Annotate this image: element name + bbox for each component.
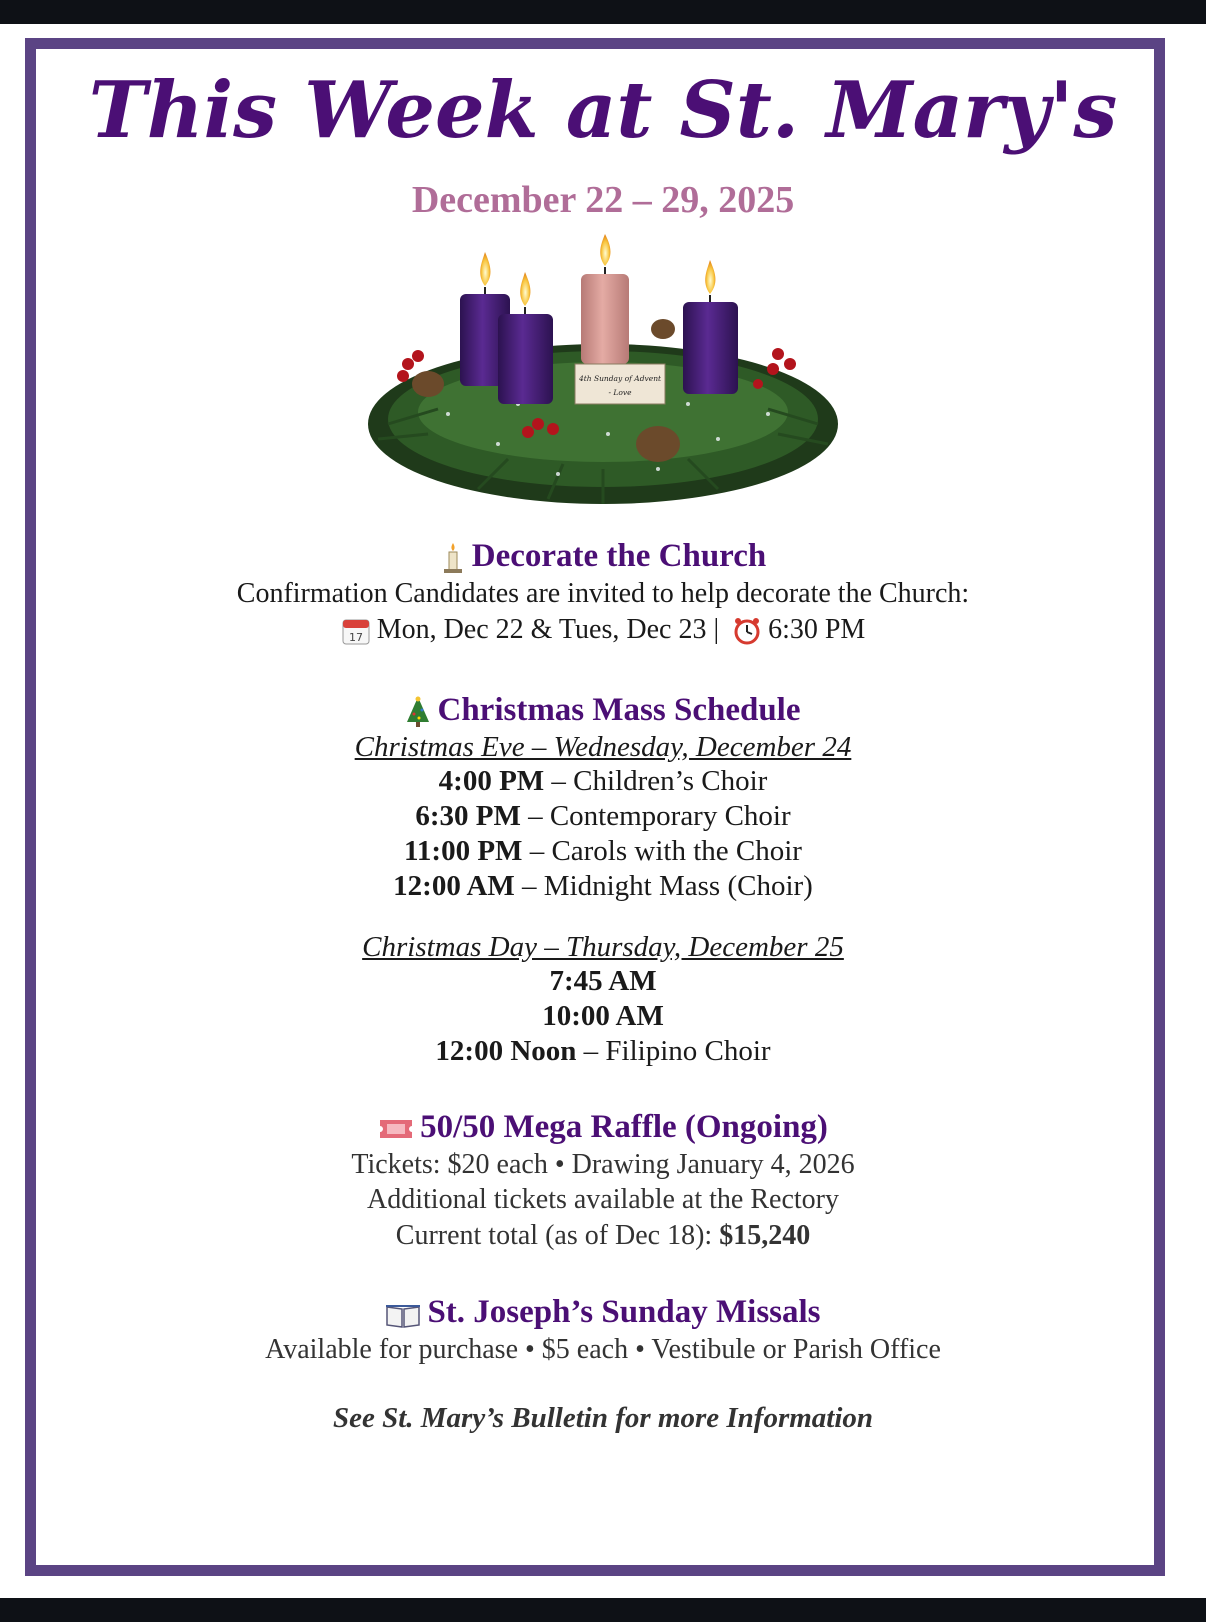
raffle-total: $15,240 xyxy=(719,1220,811,1252)
candle-icon xyxy=(440,542,466,574)
raffle-section xyxy=(0,1109,1206,1254)
flyer-content xyxy=(0,24,1206,1435)
svg-text:17: 17 xyxy=(348,631,363,645)
decorate-title: Decorate the Church xyxy=(471,538,767,574)
raffle-total-label: Current total (as of Dec 18): xyxy=(395,1220,713,1252)
missals-text: Available for purchase • $5 each • Vestibule or Parish Office xyxy=(265,1334,941,1366)
decorate-heading xyxy=(0,538,1206,576)
raffle-title: 50/50 Mega Raffle (Ongoing) xyxy=(420,1108,828,1145)
date-range: December 22 – 29, 2025 xyxy=(411,179,795,221)
missals-section xyxy=(0,1294,1206,1368)
mass-row xyxy=(0,999,1206,1034)
christmas-day-heading: Christmas Day – Thursday, December 25 xyxy=(362,930,844,963)
raffle-heading xyxy=(0,1109,1206,1147)
mass-title: Christmas Mass Schedule xyxy=(437,691,801,728)
mass-time: 10:00 AM xyxy=(542,1000,664,1033)
decorate-when xyxy=(0,612,1206,648)
mass-row xyxy=(0,1034,1206,1069)
mass-row xyxy=(0,869,1206,904)
mass-heading xyxy=(0,692,1206,730)
mass-time: 11:00 PM xyxy=(404,834,523,867)
wreath-card-line1: 4th Sunday of Advent xyxy=(578,374,662,383)
decorate-text: Confirmation Candidates are invited to help decorate the Church: xyxy=(236,577,970,609)
flyer-page xyxy=(0,24,1206,1598)
mass-desc: – Carols with the Choir xyxy=(529,834,802,867)
mass-desc: – Midnight Mass (Choir) xyxy=(522,869,813,902)
mass-desc: – Children’s Choir xyxy=(551,765,768,798)
mass-time: 12:00 Noon xyxy=(435,1034,577,1067)
decorate-dates: Mon, Dec 22 & Tues, Dec 23 | xyxy=(376,613,720,645)
open-book-icon xyxy=(385,1301,421,1329)
mass-row xyxy=(0,834,1206,869)
calendar-icon xyxy=(341,616,371,646)
mass-time: 12:00 AM xyxy=(393,869,515,902)
missals-heading xyxy=(0,1294,1206,1332)
mass-row xyxy=(0,964,1206,999)
mass-desc: – Contemporary Choir xyxy=(528,800,791,833)
mass-row xyxy=(0,764,1206,799)
alarm-clock-icon xyxy=(732,616,762,646)
wreath-card-line2: - Love xyxy=(608,388,632,397)
footer-note: See St. Mary’s Bulletin for more Information xyxy=(332,1401,874,1434)
ticket-icon xyxy=(378,1116,414,1142)
decorate-section xyxy=(0,538,1206,648)
christmas-tree-icon xyxy=(405,696,431,728)
raffle-line3 xyxy=(0,1218,1206,1254)
mass-time: 4:00 PM xyxy=(438,765,545,798)
mass-time: 6:30 PM xyxy=(415,800,521,833)
christmas-eve-heading: Christmas Eve – Wednesday, December 24 xyxy=(354,730,852,763)
raffle-line2: Additional tickets available at the Rectory xyxy=(367,1184,839,1216)
decorate-time: 6:30 PM xyxy=(768,613,866,645)
mass-row xyxy=(0,799,1206,834)
flyer-title: This Week at St. Mary's xyxy=(88,65,1118,156)
raffle-line1: Tickets: $20 each • Drawing January 4, 2026 xyxy=(351,1148,855,1180)
advent-wreath-image xyxy=(358,234,848,524)
mass-time: 7:45 AM xyxy=(549,965,657,998)
missals-title: St. Joseph’s Sunday Missals xyxy=(427,1294,821,1331)
mass-desc: – Filipino Choir xyxy=(583,1034,771,1067)
mass-section xyxy=(0,692,1206,1069)
